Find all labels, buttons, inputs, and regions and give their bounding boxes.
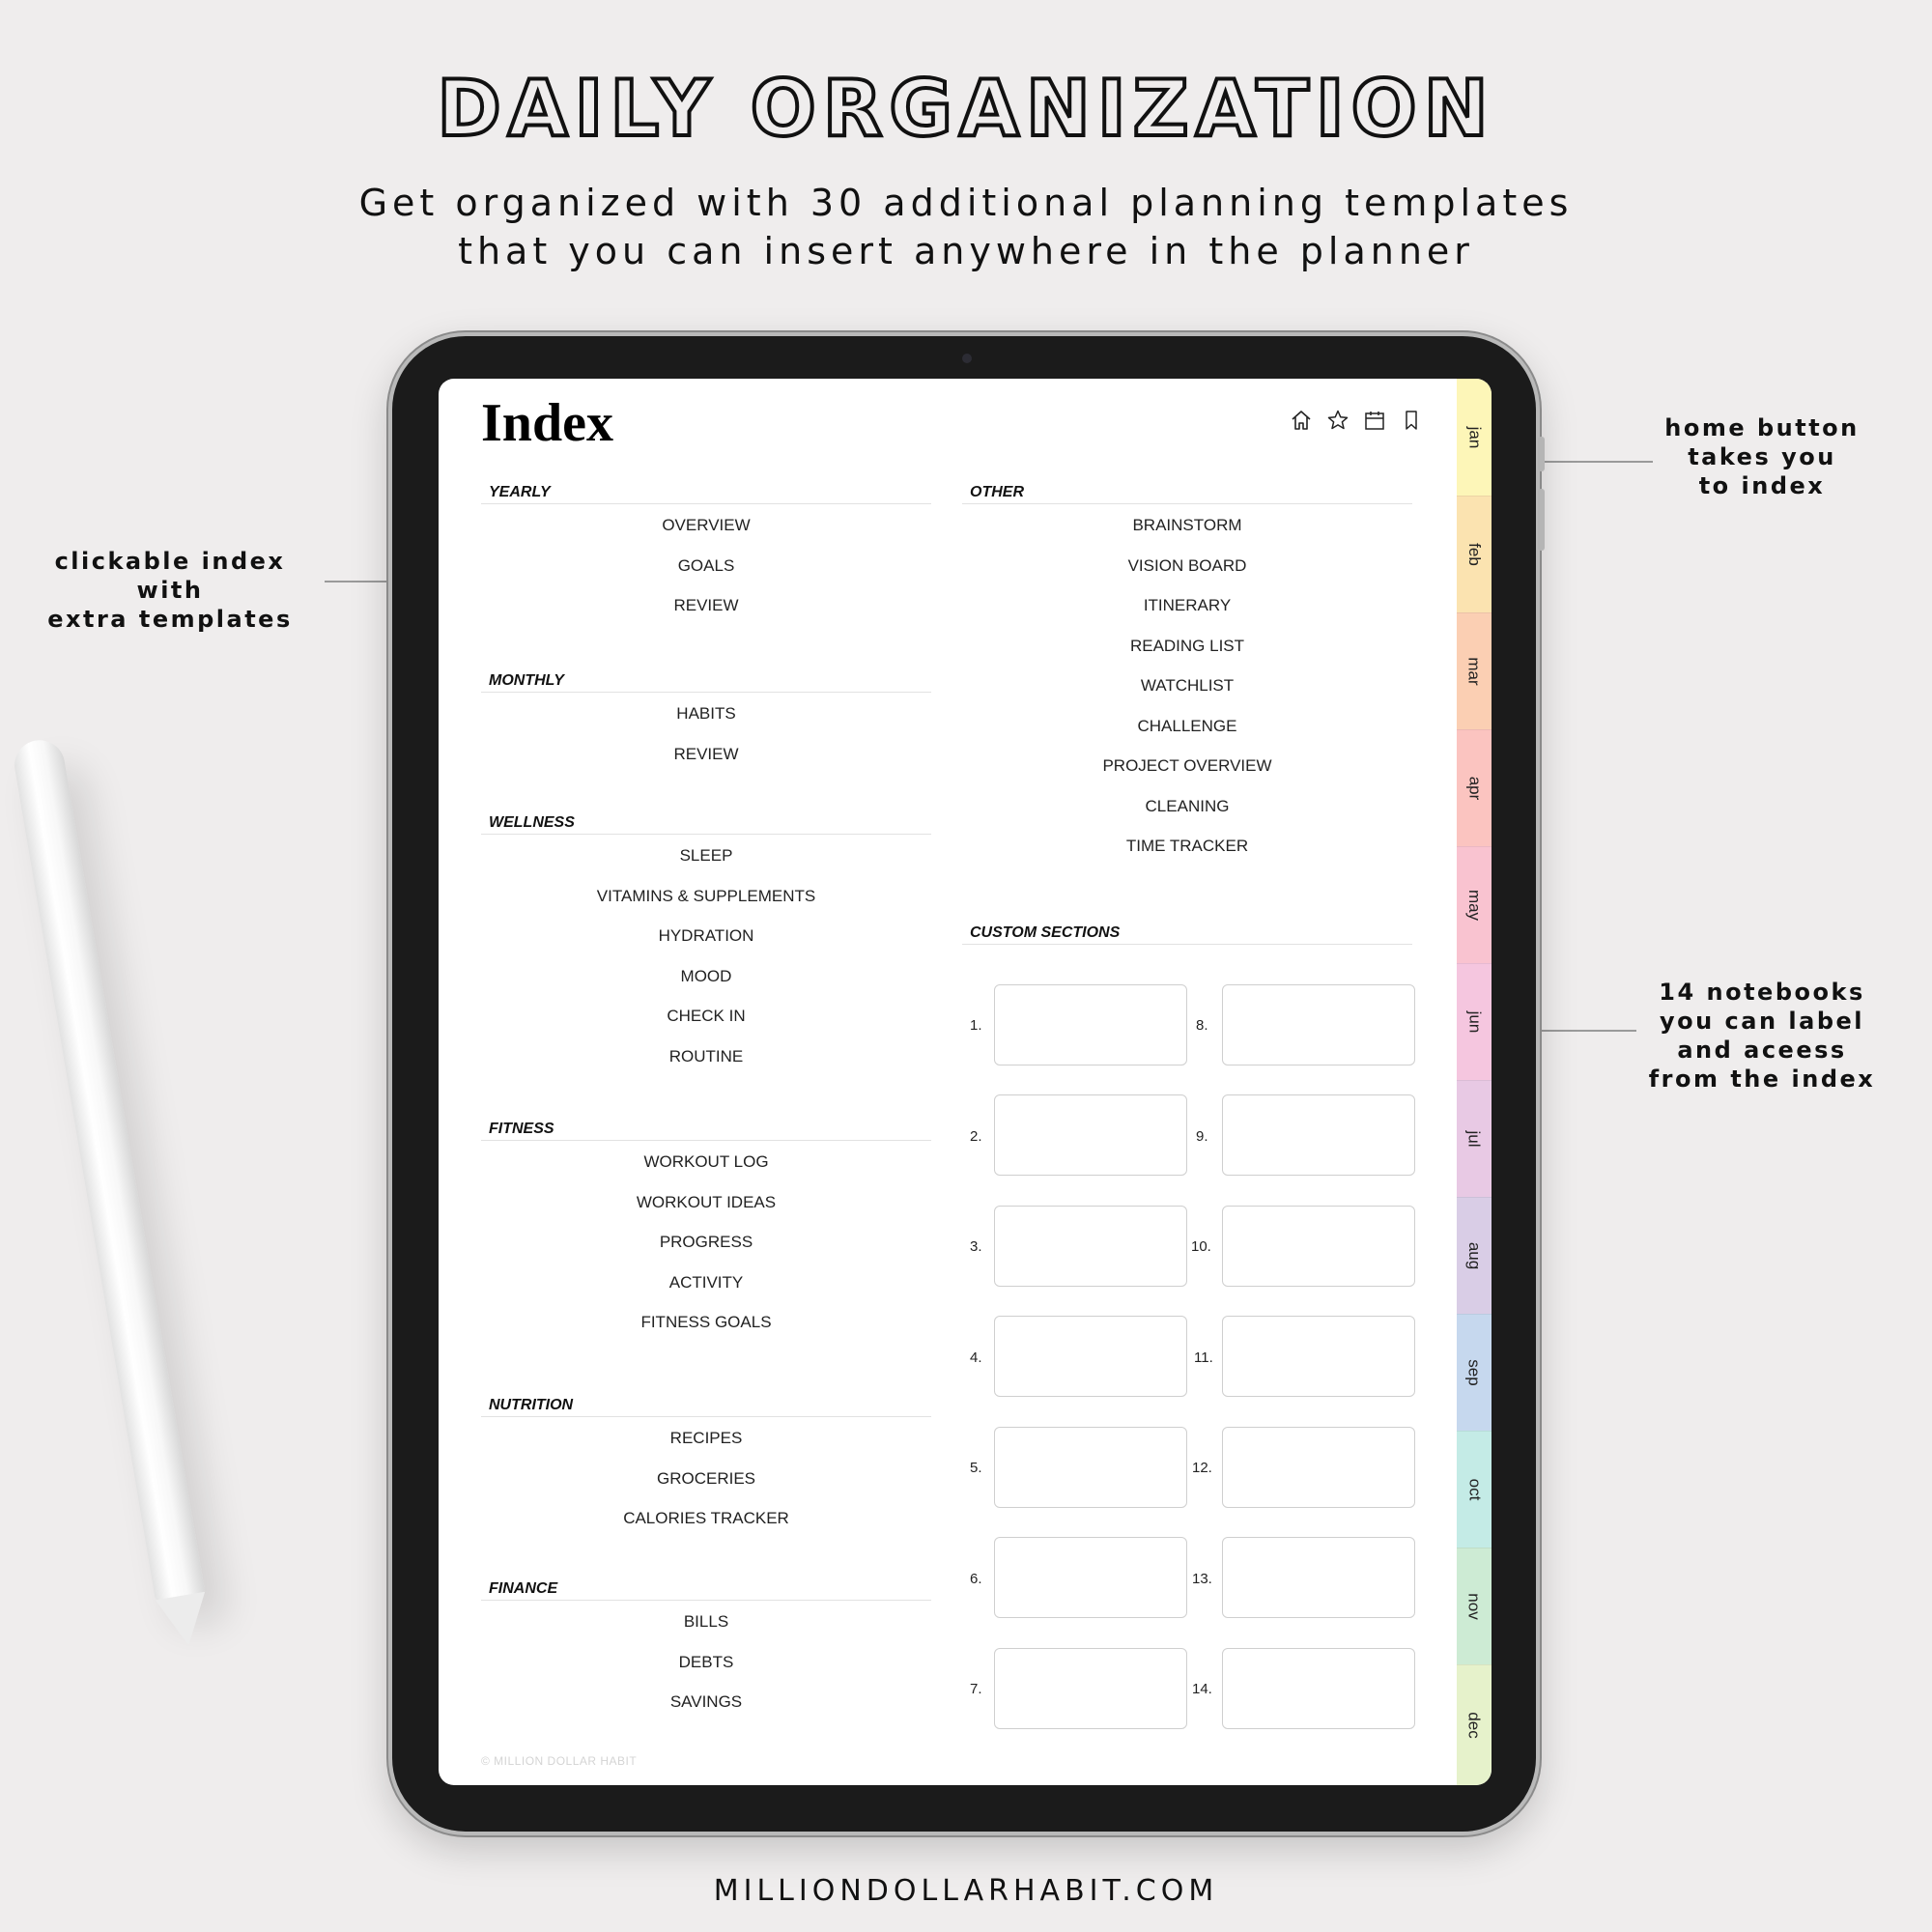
callout-line: to index bbox=[1698, 472, 1826, 499]
tab-nov[interactable] bbox=[1457, 1548, 1492, 1664]
index-link[interactable]: BILLS bbox=[683, 1612, 729, 1631]
callout-line: 14 notebooks bbox=[1659, 979, 1865, 1006]
section-heading-custom: CUSTOM SECTIONS bbox=[962, 922, 1412, 945]
index-section-fitness bbox=[481, 1118, 931, 1343]
tab-label: dec bbox=[1464, 1712, 1484, 1739]
index-link[interactable]: TIME TRACKER bbox=[1125, 837, 1249, 855]
index-link[interactable]: OVERVIEW bbox=[662, 516, 751, 534]
index-link[interactable]: WORKOUT IDEAS bbox=[636, 1192, 777, 1211]
notebook-slot[interactable] bbox=[994, 1094, 1187, 1176]
notebook-number: 11. bbox=[1194, 1350, 1213, 1366]
notebook-slot[interactable] bbox=[1222, 1537, 1415, 1618]
section-heading: MONTHLY bbox=[481, 669, 931, 693]
notebook-slot[interactable] bbox=[1222, 1427, 1415, 1508]
index-link[interactable]: READING LIST bbox=[1129, 636, 1245, 655]
tab-label: jul bbox=[1464, 1130, 1484, 1148]
tab-jul[interactable] bbox=[1457, 1080, 1492, 1197]
tab-label: oct bbox=[1465, 1478, 1484, 1501]
notebook-slot[interactable] bbox=[1222, 1316, 1415, 1397]
index-link[interactable]: CLEANING bbox=[1145, 796, 1230, 815]
notebook-slot[interactable] bbox=[994, 1316, 1187, 1397]
index-link[interactable]: PROJECT OVERVIEW bbox=[1102, 756, 1272, 775]
index-section-monthly bbox=[481, 669, 931, 774]
index-link[interactable]: REVIEW bbox=[673, 596, 739, 614]
index-link[interactable]: REVIEW bbox=[673, 744, 739, 763]
callout-line: home button bbox=[1664, 414, 1860, 441]
section-heading: FINANCE bbox=[481, 1577, 931, 1601]
tab-label: jun bbox=[1465, 1010, 1484, 1034]
callout-clickable-index bbox=[29, 547, 311, 634]
index-link[interactable]: CHALLENGE bbox=[1137, 716, 1237, 735]
month-tabs bbox=[1457, 379, 1492, 1785]
subtitle-line-1: Get organized with 30 additional planning templates bbox=[358, 182, 1574, 224]
tab-label: may bbox=[1465, 889, 1484, 922]
index-link[interactable]: MOOD bbox=[680, 966, 732, 985]
planner-screen bbox=[439, 379, 1492, 1785]
index-link[interactable]: CHECK IN bbox=[667, 1007, 746, 1025]
notebook-number: 14. bbox=[1192, 1681, 1212, 1697]
notebook-number: 5. bbox=[970, 1460, 982, 1476]
callout-line: and aceess bbox=[1677, 1037, 1847, 1064]
index-link[interactable]: SAVINGS bbox=[669, 1692, 743, 1711]
tab-sep[interactable] bbox=[1457, 1314, 1492, 1431]
index-link[interactable]: FITNESS GOALS bbox=[640, 1313, 772, 1331]
callout-line: takes you bbox=[1688, 443, 1836, 470]
home-icon[interactable] bbox=[1289, 408, 1314, 433]
tab-jun[interactable] bbox=[1457, 963, 1492, 1080]
index-link[interactable]: BRAINSTORM bbox=[1132, 516, 1242, 534]
stylus-tip bbox=[156, 1592, 213, 1650]
index-link[interactable]: WORKOUT LOG bbox=[643, 1152, 769, 1171]
index-link[interactable]: SLEEP bbox=[679, 846, 733, 865]
index-link[interactable]: ROUTINE bbox=[668, 1046, 744, 1065]
tab-label: aug bbox=[1465, 1241, 1484, 1270]
index-link[interactable]: CALORIES TRACKER bbox=[623, 1509, 789, 1527]
stylus-pencil bbox=[11, 736, 213, 1649]
notebook-slot[interactable] bbox=[994, 1537, 1187, 1618]
index-link[interactable]: HABITS bbox=[676, 704, 736, 723]
tab-may[interactable] bbox=[1457, 846, 1492, 963]
tab-apr[interactable] bbox=[1457, 729, 1492, 846]
notebook-number: 1. bbox=[970, 1017, 982, 1034]
index-section-nutrition bbox=[481, 1394, 931, 1539]
tab-label: nov bbox=[1464, 1593, 1484, 1620]
index-link[interactable]: WATCHLIST bbox=[1140, 676, 1235, 695]
index-link[interactable]: ACTIVITY bbox=[668, 1272, 744, 1292]
tab-mar[interactable] bbox=[1457, 612, 1492, 729]
notebook-slot[interactable] bbox=[1222, 984, 1415, 1065]
notebook-number: 12. bbox=[1192, 1460, 1212, 1476]
callout-notebooks bbox=[1642, 978, 1882, 1094]
section-heading: WELLNESS bbox=[481, 811, 931, 835]
notebook-slot[interactable] bbox=[994, 984, 1187, 1065]
tab-label: mar bbox=[1465, 657, 1484, 686]
stylus-body bbox=[11, 736, 205, 1602]
callout-home-button bbox=[1642, 413, 1882, 500]
index-link[interactable]: ITINERARY bbox=[1143, 596, 1232, 614]
footer-website: MILLIONDOLLARHABIT.COM bbox=[713, 1874, 1219, 1908]
notebook-number: 6. bbox=[970, 1571, 982, 1587]
callout-line: clickable index with bbox=[54, 548, 286, 604]
index-section-finance bbox=[481, 1577, 931, 1722]
notebook-number: 10. bbox=[1191, 1238, 1211, 1255]
notebook-number: 9. bbox=[1196, 1128, 1208, 1145]
tab-label: apr bbox=[1464, 776, 1484, 801]
tab-label: sep bbox=[1464, 1359, 1484, 1386]
tab-feb[interactable] bbox=[1457, 496, 1492, 612]
notebook-number: 8. bbox=[1196, 1017, 1208, 1034]
subtitle-line-2: that you can insert anywhere in the planner bbox=[458, 230, 1474, 272]
tab-label: jan bbox=[1465, 426, 1484, 449]
notebook-number: 2. bbox=[970, 1128, 982, 1145]
index-link[interactable]: DEBTS bbox=[678, 1652, 734, 1671]
volume-button bbox=[1538, 437, 1545, 471]
page-title: Index bbox=[481, 393, 613, 453]
tab-dec[interactable] bbox=[1457, 1664, 1492, 1785]
copyright-text: © MILLION DOLLAR HABIT bbox=[481, 1754, 638, 1768]
section-heading: OTHER bbox=[962, 481, 1412, 504]
section-heading: FITNESS bbox=[481, 1118, 931, 1141]
callout-line: you can label bbox=[1659, 1008, 1865, 1035]
index-section-yearly bbox=[481, 481, 931, 626]
notebook-slot[interactable] bbox=[994, 1648, 1187, 1729]
notebook-slot[interactable] bbox=[1222, 1648, 1415, 1729]
notebook-slot[interactable] bbox=[1222, 1094, 1415, 1176]
notebook-slot[interactable] bbox=[994, 1206, 1187, 1287]
notebook-slot[interactable] bbox=[994, 1427, 1187, 1508]
tab-label: feb bbox=[1464, 543, 1484, 566]
index-link[interactable]: GOALS bbox=[677, 555, 735, 575]
index-link[interactable]: RECIPES bbox=[669, 1429, 743, 1447]
star-icon[interactable] bbox=[1325, 408, 1350, 433]
index-link[interactable]: VITAMINS & SUPPLEMENTS bbox=[596, 886, 816, 905]
callout-line: extra templates bbox=[47, 606, 293, 633]
section-heading: NUTRITION bbox=[481, 1394, 931, 1417]
index-link[interactable]: GROCERIES bbox=[656, 1468, 756, 1488]
notebook-number: 13. bbox=[1192, 1571, 1212, 1587]
tab-aug[interactable] bbox=[1457, 1197, 1492, 1314]
calendar-icon[interactable] bbox=[1362, 408, 1387, 433]
volume-button bbox=[1538, 489, 1545, 551]
notebook-slot[interactable] bbox=[1222, 1206, 1415, 1287]
bookmark-icon[interactable] bbox=[1399, 408, 1424, 433]
camera-icon bbox=[962, 354, 972, 363]
page-headline: DAILY ORGANIZATION bbox=[437, 64, 1495, 154]
index-link[interactable]: HYDRATION bbox=[658, 926, 754, 945]
index-section-other bbox=[962, 481, 1412, 867]
index-section-wellness bbox=[481, 811, 931, 1076]
index-link[interactable]: PROGRESS bbox=[659, 1233, 753, 1251]
tab-jan[interactable] bbox=[1457, 379, 1492, 496]
tab-oct[interactable] bbox=[1457, 1431, 1492, 1548]
notebook-number: 3. bbox=[970, 1238, 982, 1255]
notebook-number: 7. bbox=[970, 1681, 982, 1697]
notebook-number: 4. bbox=[970, 1350, 982, 1366]
section-heading: YEARLY bbox=[481, 481, 931, 504]
callout-line: from the index bbox=[1648, 1065, 1876, 1093]
toolbar-icons bbox=[1289, 408, 1424, 435]
index-link[interactable]: VISION BOARD bbox=[1127, 555, 1247, 575]
